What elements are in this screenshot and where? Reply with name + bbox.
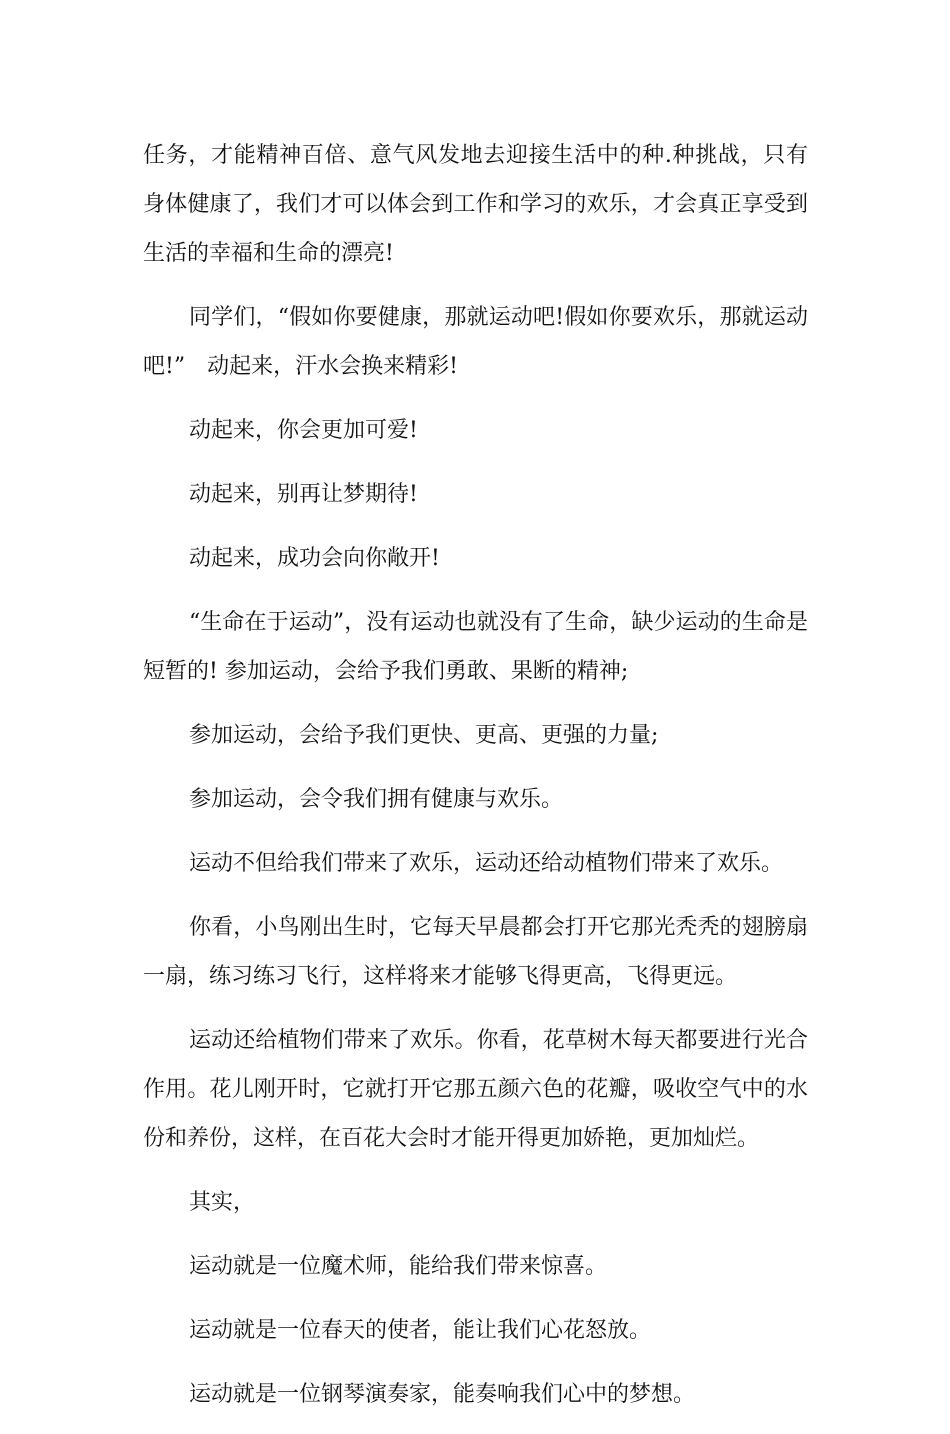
paragraph-spring-messenger: 运动就是一位春天的使者，能让我们心花怒放。	[189, 1318, 652, 1343]
paragraph-call-to-exercise: 同学们，“假如你要健康，那就运动吧!假如你要欢乐，那就运动吧!” 动起来，汗水会换来精彩!	[143, 305, 808, 379]
paragraph-animals-plants: 运动不但给我们带来了欢乐，运动还给动植物们带来了欢乐。	[189, 851, 784, 876]
paragraph-strength: 参加运动，会给予我们更快、更高、更强的力量;	[189, 723, 659, 748]
paragraph-success: 动起来，成功会向你敞开!	[189, 546, 440, 571]
paragraph-health-intro: 任务，才能精神百倍、意气风发地去迎接生活中的种.种挑战，只有身体健康了，我们才可以体会到工作和学习的欢乐，才会真正享受到生活的幸福和生命的漂亮!	[143, 143, 808, 266]
paragraph-dream: 动起来，别再让梦期待!	[189, 482, 418, 507]
paragraph-health-joy: 参加运动，会令我们拥有健康与欢乐。	[189, 787, 564, 812]
paragraph-lovely: 动起来，你会更加可爱!	[189, 418, 418, 443]
paragraph-plants: 运动还给植物们带来了欢乐。你看，花草树木每天都要进行光合作用。花儿刚开时，它就打开它那五颜六色的花瓣，吸收空气中的水份和养份，这样，在百花大会时才能开得更加娇艳，更加灿烂。	[143, 1028, 808, 1151]
paragraph-magician: 运动就是一位魔术师，能给我们带来惊喜。	[189, 1254, 608, 1279]
paragraph-bird: 你看，小鸟刚出生时，它每天早晨都会打开它那光秃秃的翅膀扇一扇，练习练习飞行，这样将来才能够飞得更高，飞得更远。	[143, 915, 808, 989]
paragraph-actually: 其实，	[189, 1190, 256, 1215]
document-body	[143, 131, 808, 1434]
paragraph-life-in-motion: “生命在于运动”，没有运动也就没有了生命，缺少运动的生命是短暂的! 参加运动，会给予我们勇敢、果断的精神;	[143, 610, 808, 684]
paragraph-pianist: 运动就是一位钢琴演奏家，能奏响我们心中的梦想。	[189, 1382, 696, 1407]
